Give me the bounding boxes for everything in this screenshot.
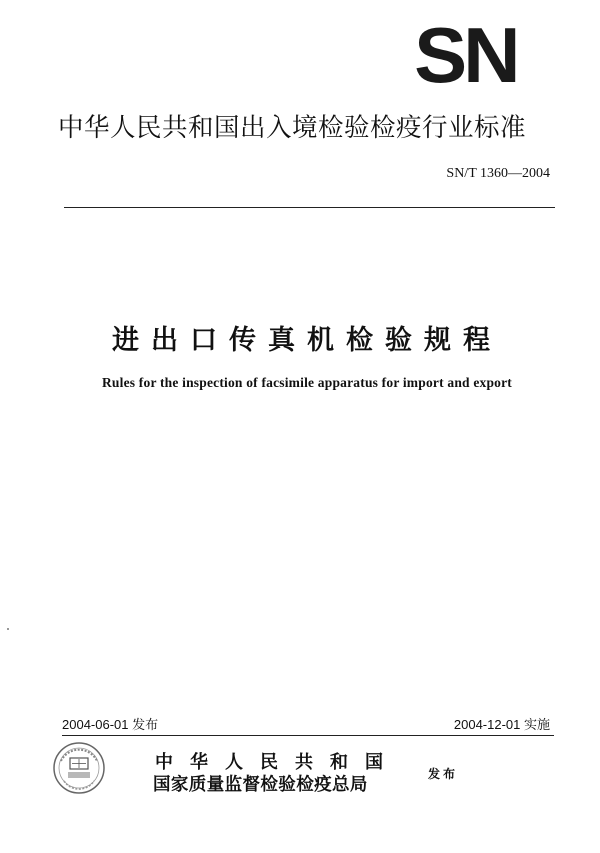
- issuer-country: 中华人民共和国: [155, 752, 400, 773]
- footer-divider: [62, 735, 554, 736]
- header-divider: [64, 207, 555, 208]
- industry-standard-title: 中华人民共和国出入境检验检疫行业标准: [58, 113, 527, 143]
- document-title-en: Rules for the inspection of facsimile apparatus for import and export: [101, 375, 513, 390]
- document-title-cn: 进出口传真机检验规程: [112, 325, 502, 356]
- standard-number: SN/T 1360—2004: [446, 166, 550, 181]
- implementation-date: 2004-12-01 实施: [453, 717, 550, 732]
- sn-logo: [400, 22, 528, 92]
- official-seal-icon: [52, 741, 106, 795]
- svg-text:SN: SN: [414, 22, 517, 92]
- scan-speck: [7, 628, 9, 630]
- issue-action-label: 发布: [428, 767, 459, 781]
- issuer-agency: 国家质量监督检验检疫总局: [153, 775, 368, 795]
- issue-date: 2004-06-01 发布: [62, 717, 159, 732]
